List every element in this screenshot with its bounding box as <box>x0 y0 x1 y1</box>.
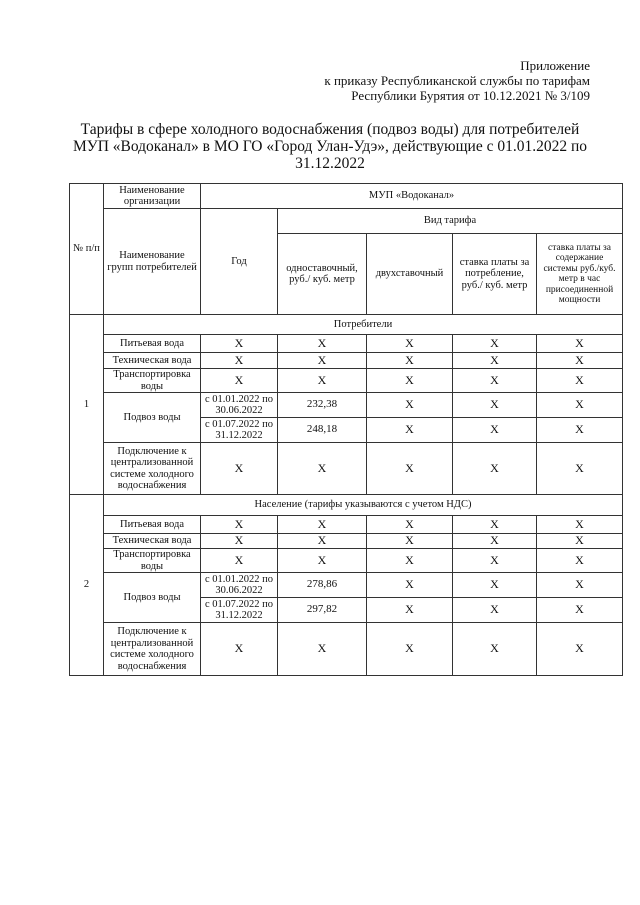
appendix-line: Приложение <box>520 58 590 73</box>
column-header-year: Год <box>201 209 278 315</box>
tariff-table <box>69 183 623 676</box>
column-header-org-label: Наименование организации <box>104 184 201 209</box>
x-mark: X <box>367 573 453 598</box>
x-mark: X <box>537 353 623 369</box>
x-mark: X <box>453 623 537 676</box>
x-mark: X <box>367 418 453 443</box>
section-number: 2 <box>70 495 104 676</box>
x-mark: X <box>537 335 623 353</box>
consumer-group-name: Подвоз воды <box>104 393 201 443</box>
consumer-group-name: Подключение к централизованной системе холодного водоснабжения <box>104 623 201 676</box>
period: с 01.07.2022 по 31.12.2022 <box>201 418 278 443</box>
x-mark: X <box>537 369 623 393</box>
x-mark: X <box>278 443 367 495</box>
x-mark: X <box>537 598 623 623</box>
column-header-group: Наименование групп потребителей <box>104 209 201 315</box>
document-title <box>70 121 590 172</box>
x-mark: X <box>537 516 623 534</box>
consumer-group-name: Подключение к централизованной системе холодного водоснабжения <box>104 443 201 495</box>
x-mark: X <box>278 534 367 549</box>
x-mark: X <box>367 623 453 676</box>
org-name: МУП «Водоканал» <box>201 184 623 209</box>
column-header-tariff: ставка платы за потребление, руб./ куб. метр <box>453 234 537 315</box>
x-mark: X <box>367 369 453 393</box>
x-mark: X <box>453 443 537 495</box>
section-number: 1 <box>70 315 104 495</box>
x-mark: X <box>537 549 623 573</box>
x-mark: X <box>453 573 537 598</box>
period: с 01.07.2022 по 31.12.2022 <box>201 598 278 623</box>
section-title: Население (тарифы указываются с учетом НДС) <box>104 495 623 516</box>
x-mark: X <box>201 353 278 369</box>
title-line: МУП «Водоканал» в МО ГО «Город Улан-Удэ», действующие с 01.01.2022 по <box>72 138 588 155</box>
x-mark: X <box>278 623 367 676</box>
title-line: Тарифы в сфере холодного водоснабжения (подвоз воды) для потребителей <box>80 121 580 138</box>
column-header-tariff: ставка платы за содержание системы руб./куб. метр в час присоединенной мощности <box>537 234 623 315</box>
x-mark: X <box>537 534 623 549</box>
consumer-group-name: Питьевая вода <box>104 335 201 353</box>
x-mark: X <box>453 549 537 573</box>
x-mark: X <box>453 335 537 353</box>
appendix-line: к приказу Республиканской службы по тарифам <box>324 73 590 88</box>
x-mark: X <box>201 549 278 573</box>
column-header-number: № п/п <box>70 184 104 315</box>
column-header-tariff: одноставочный, руб./ куб. метр <box>278 234 367 315</box>
consumer-group-name: Техническая вода <box>104 353 201 369</box>
consumer-group-name: Подвоз воды <box>104 573 201 623</box>
x-mark: X <box>201 516 278 534</box>
period: с 01.01.2022 по 30.06.2022 <box>201 573 278 598</box>
tariff-value: 232,38 <box>278 393 367 418</box>
x-mark: X <box>201 335 278 353</box>
title-line: 31.12.2022 <box>295 155 365 172</box>
column-header-tariff-type: Вид тарифа <box>278 209 623 234</box>
x-mark: X <box>453 353 537 369</box>
x-mark: X <box>278 369 367 393</box>
x-mark: X <box>367 335 453 353</box>
x-mark: X <box>453 534 537 549</box>
x-mark: X <box>278 353 367 369</box>
x-mark: X <box>537 623 623 676</box>
x-mark: X <box>367 549 453 573</box>
column-header-tariff: двухставочный <box>367 234 453 315</box>
x-mark: X <box>367 534 453 549</box>
x-mark: X <box>367 443 453 495</box>
tariff-value: 278,86 <box>278 573 367 598</box>
x-mark: X <box>537 443 623 495</box>
x-mark: X <box>201 623 278 676</box>
tariff-value: 248,18 <box>278 418 367 443</box>
consumer-group-name: Транспортировка воды <box>104 369 201 393</box>
x-mark: X <box>537 418 623 443</box>
x-mark: X <box>453 598 537 623</box>
x-mark: X <box>201 369 278 393</box>
appendix-line: Республики Бурятия от 10.12.2021 № 3/109 <box>351 88 590 103</box>
x-mark: X <box>367 353 453 369</box>
x-mark: X <box>367 516 453 534</box>
x-mark: X <box>453 418 537 443</box>
x-mark: X <box>278 335 367 353</box>
x-mark: X <box>537 393 623 418</box>
section-title: Потребители <box>104 315 623 335</box>
x-mark: X <box>537 573 623 598</box>
period: с 01.01.2022 по 30.06.2022 <box>201 393 278 418</box>
appendix-block <box>324 58 590 103</box>
x-mark: X <box>367 393 453 418</box>
consumer-group-name: Транспортировка воды <box>104 549 201 573</box>
x-mark: X <box>201 443 278 495</box>
tariff-value: 297,82 <box>278 598 367 623</box>
x-mark: X <box>453 393 537 418</box>
x-mark: X <box>201 534 278 549</box>
consumer-group-name: Питьевая вода <box>104 516 201 534</box>
x-mark: X <box>278 516 367 534</box>
x-mark: X <box>453 369 537 393</box>
x-mark: X <box>453 516 537 534</box>
consumer-group-name: Техническая вода <box>104 534 201 549</box>
x-mark: X <box>367 598 453 623</box>
x-mark: X <box>278 549 367 573</box>
